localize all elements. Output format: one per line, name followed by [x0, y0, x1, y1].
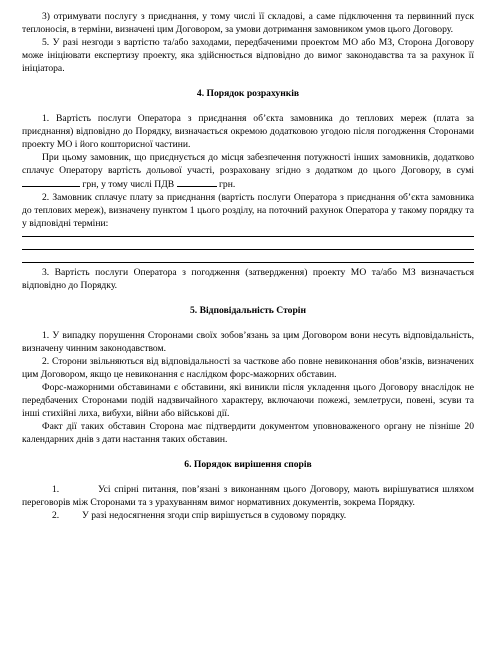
section-6 [22, 483, 474, 522]
vat-blank[interactable] [177, 177, 217, 187]
section-3-tail [22, 10, 474, 75]
document-page [22, 10, 474, 522]
clause-6-1 [22, 483, 474, 509]
clause-4-1-share [22, 151, 474, 191]
clause-4-2: 2. Замовник сплачує плату за приєднання (вартість послуги Оператора з приєднання об’єкта замовника до теплових мереж), визначену пунктом 1 цього розділу, на поточний рахунок Оператора у такому порядку та у відповідні терміни: [22, 192, 474, 229]
clause-4-1-share-text-c: грн. [218, 179, 236, 190]
clause-5-force-majeure: Форс-мажорними обставинами є обставини, які виникли після укладення цього Договору внаслідок не передбачених Сторонами подій надзвичайного характеру, включаючи пожежі, землетруси, повені, зсуви та інші стихійні лиха, вибухи, війни або військові дії. [22, 382, 474, 419]
section-4 [22, 112, 474, 292]
clause-6-2-text: У разі недосягнення згоди спір вирішується в судовому порядку. [82, 510, 347, 521]
clause-6-1-text: Усі спірні питання, пов’язані з виконанням цього Договору, мають вирішуватися шляхом переговорів між Сторонами та з урахуванням вимог нормативних документів, зокрема Порядку. [22, 484, 474, 508]
clause-4-3: 3. Вартість послуги Оператора з погодження (затвердження) проекту МО та/або МЗ визначається відповідно до Порядку. [22, 267, 474, 291]
clause-6-2 [22, 509, 474, 522]
clause-5-2: 2. Сторони звільняються від відповідальності за часткове або повне невиконання обов’язків, визначених цим Договором, якщо це невиконання є наслідком форс-мажорних обставин. [22, 356, 474, 380]
section-4-heading: 4. Порядок розрахунків [196, 88, 300, 99]
clause-6-2-number: 2. [52, 510, 60, 521]
sum-blank[interactable] [22, 177, 80, 187]
clause-4-1: 1. Вартість послуги Оператора з приєднання об’єкта замовника до теплових мереж (плата за приєднання) відповідно до Порядку, визначається окремою додатковою угодою після погодження Сторонами проекту МО і його кошторисної частини. [22, 113, 474, 150]
clause-3-3: 3) отримувати послугу з приєднання, у тому числі її складові, а саме підключення та первинний пуск теплоносія, в терміни, визначені цим Договором, за умови дотримання замовником умов цього Договору. [22, 11, 474, 35]
clause-5-confirmation: Факт дії таких обставин Сторона має підтвердити документом уповноваженого органу не пізніше 20 календарних днів з дати настання таких обставин. [22, 421, 474, 445]
clause-4-1-share-text-b: грн, у тому числі ПДВ [82, 179, 175, 190]
clause-3-5: 5. У разі незгоди з вартістю та/або заходами, передбаченими проектом МО або МЗ, Сторона Договору може ініціювати експертизу проекту, яка здійснюється відповідно до вимог законодавства та за рахунок її ініціатора. [22, 37, 474, 74]
clause-4-1-share-text-a: При цьому замовник, що приєднується до місця забезпечення потужності інших замовників, додатково сплачує Оператору вартість дольової участі, розраховану згідно з додатком до цього Договору, в сумі [22, 152, 474, 176]
section-6-heading: 6. Порядок вирішення спорів [184, 459, 312, 470]
clause-6-1-number: 1. [52, 484, 60, 495]
section-5 [22, 329, 474, 446]
section-5-heading: 5. Відповідальність Сторін [190, 305, 306, 316]
clause-5-1: 1. У випадку порушення Сторонами своїх зобов’язань за цим Договором вони несуть відповідальність, визначену чинним законодавством. [22, 330, 474, 354]
